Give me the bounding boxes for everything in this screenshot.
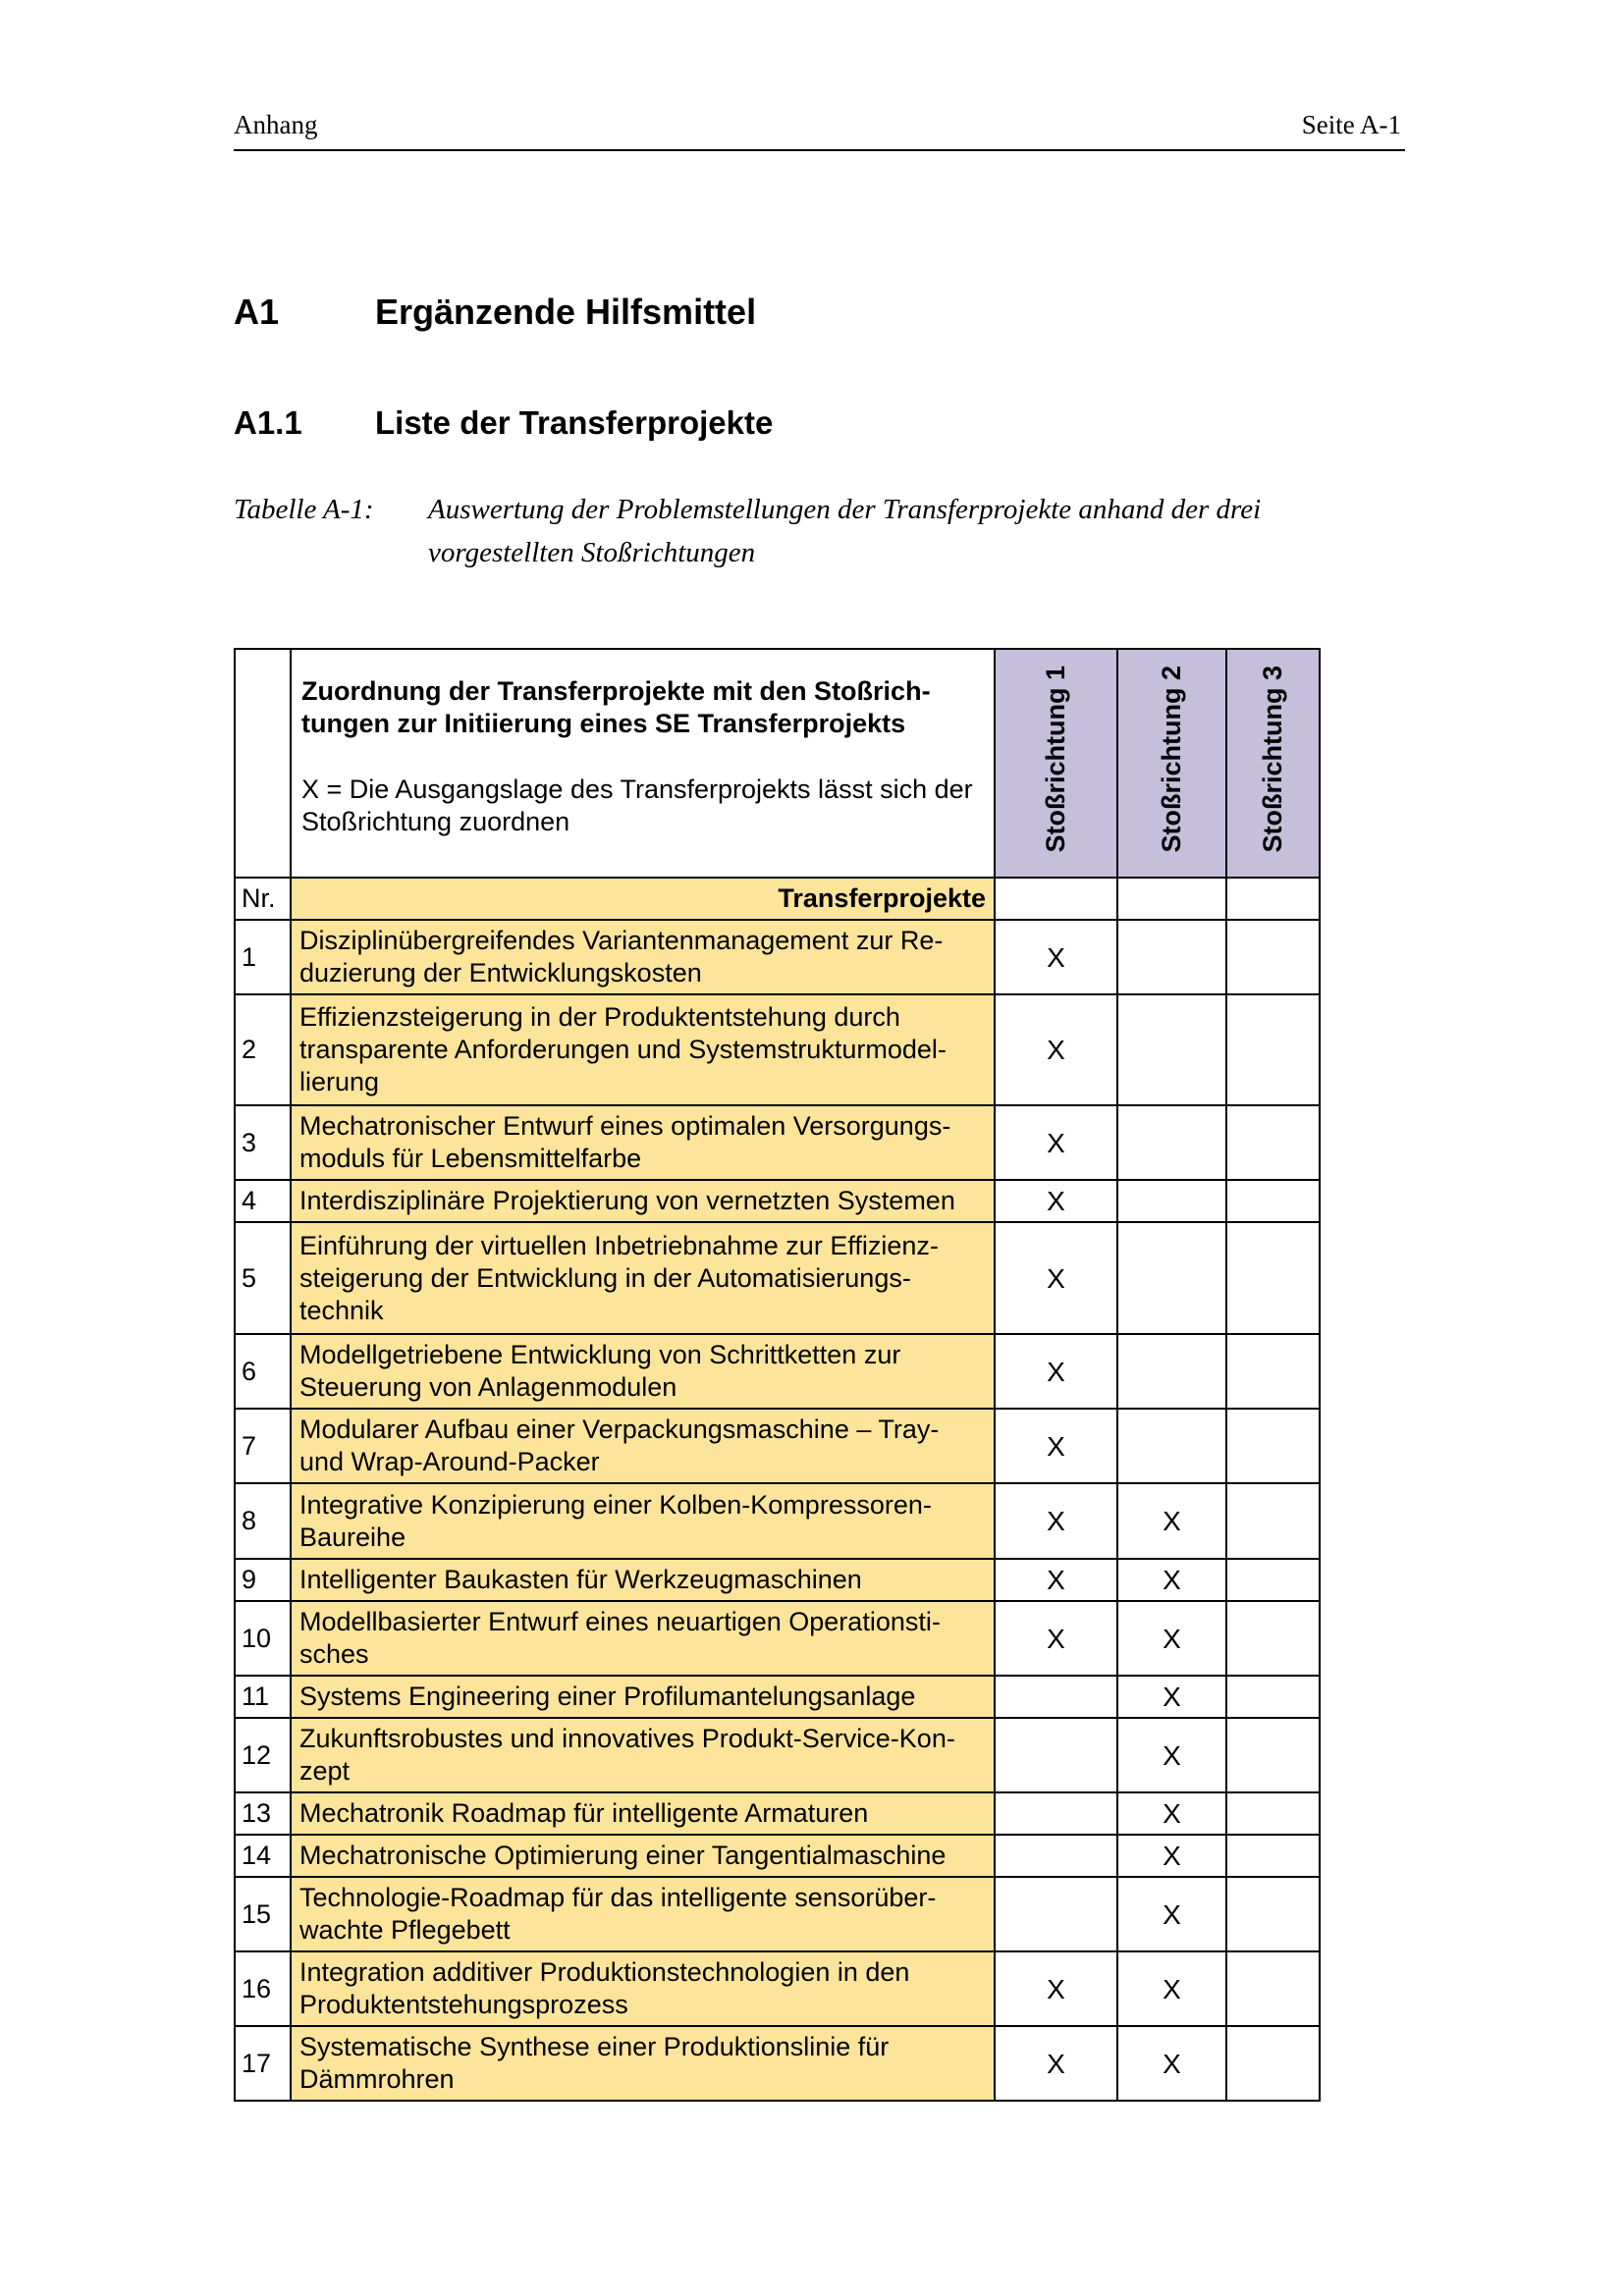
header-page-number: Seite A-1 [1301, 110, 1401, 139]
project-number: 8 [235, 1483, 291, 1559]
nr-column-header: Nr. [235, 878, 291, 920]
direction-3-mark [1226, 1718, 1320, 1792]
direction-3-mark [1226, 920, 1320, 994]
direction-2-header [1117, 649, 1226, 878]
project-number: 5 [235, 1222, 291, 1334]
direction-3-mark [1226, 1676, 1320, 1718]
projects-column-header: Transferprojekte [291, 878, 995, 920]
table-row [235, 920, 1320, 994]
table-row [235, 2026, 1320, 2101]
header-description-cell [291, 649, 995, 878]
direction-2-mark [1117, 1105, 1226, 1180]
table-row [235, 1559, 1320, 1601]
direction-2-mark: X [1117, 1792, 1226, 1835]
project-number: 11 [235, 1676, 291, 1718]
direction-3-mark [1226, 1601, 1320, 1676]
table-row [235, 994, 1320, 1105]
subsection-heading [234, 404, 1216, 448]
project-number: 10 [235, 1601, 291, 1676]
direction-1-mark: X [995, 920, 1117, 994]
direction-3-mark [1226, 1409, 1320, 1483]
section-number: A1 [234, 292, 280, 332]
project-number: 12 [235, 1718, 291, 1792]
section-title: Ergänzende Hilfsmittel [375, 292, 757, 332]
caption-label: Tabelle A-1: [234, 494, 374, 525]
direction-1-mark: X [995, 1105, 1117, 1180]
direction-1-mark: X [995, 1483, 1117, 1559]
direction-2-mark [1117, 1180, 1226, 1222]
direction-2-mark: X [1117, 1676, 1226, 1718]
project-number: 1 [235, 920, 291, 994]
direction-1-header [995, 649, 1117, 878]
table-row [235, 1877, 1320, 1951]
direction-3-label: Stoßrichtung 3 [1258, 666, 1287, 853]
direction-3-mark [1226, 1334, 1320, 1409]
direction-2-label: Stoßrichtung 2 [1157, 666, 1186, 853]
empty-cell [1226, 878, 1320, 920]
project-number: 2 [235, 994, 291, 1105]
project-title: Disziplinübergreifendes Variantenmanagement zur Reduzierung der Entwicklungskosten [291, 920, 995, 994]
table-row [235, 1409, 1320, 1483]
direction-1-mark: X [995, 1601, 1117, 1676]
direction-1-mark: X [995, 1559, 1117, 1601]
direction-2-mark: X [1117, 1951, 1226, 2026]
empty-cell [1117, 878, 1226, 920]
direction-1-mark [995, 1835, 1117, 1877]
empty-cell [995, 878, 1117, 920]
project-title: Integration additiver Produktionstechnologien in den Produktentstehungsprozess [291, 1951, 995, 2026]
table-row [235, 1835, 1320, 1877]
table-header-row [235, 649, 1320, 878]
table-row [235, 1792, 1320, 1835]
direction-3-mark [1226, 1559, 1320, 1601]
direction-2-mark: X [1117, 1601, 1226, 1676]
direction-1-mark: X [995, 1334, 1117, 1409]
table-row [235, 1951, 1320, 2026]
project-number: 7 [235, 1409, 291, 1483]
project-number: 4 [235, 1180, 291, 1222]
direction-2-mark: X [1117, 1718, 1226, 1792]
project-number: 15 [235, 1877, 291, 1951]
header-note: X = Die Ausgangslage des Transferprojekts lässt sich der Stoßrichtung zuordnen [301, 774, 973, 836]
project-number: 13 [235, 1792, 291, 1835]
table-row [235, 1222, 1320, 1334]
project-number: 14 [235, 1835, 291, 1877]
project-number: 3 [235, 1105, 291, 1180]
direction-1-mark: X [995, 1180, 1117, 1222]
project-title: Modularer Aufbau einer Verpackungsmaschine – Tray- und Wrap-Around-Packer [291, 1409, 995, 1483]
direction-1-mark: X [995, 1951, 1117, 2026]
direction-1-mark [995, 1792, 1117, 1835]
direction-3-mark [1226, 1792, 1320, 1835]
direction-1-mark: X [995, 1222, 1117, 1334]
direction-2-mark: X [1117, 1877, 1226, 1951]
direction-2-mark [1117, 1409, 1226, 1483]
direction-2-mark: X [1117, 1483, 1226, 1559]
direction-1-mark: X [995, 1409, 1117, 1483]
project-title: Mechatronik Roadmap für intelligente Armaturen [291, 1792, 995, 1835]
direction-1-mark [995, 1718, 1117, 1792]
header-chapter: Anhang [234, 110, 318, 139]
project-number: 17 [235, 2026, 291, 2101]
project-title: Einführung der virtuellen Inbetriebnahme zur Effizienzsteigerung der Entwicklung in der Automatisierungstechnik [291, 1222, 995, 1334]
table-row [235, 1483, 1320, 1559]
direction-2-mark: X [1117, 1835, 1226, 1877]
table-row [235, 1334, 1320, 1409]
project-number: 6 [235, 1334, 291, 1409]
direction-2-mark [1117, 920, 1226, 994]
subsection-title: Liste der Transferprojekte [375, 404, 774, 441]
table-row [235, 1601, 1320, 1676]
direction-2-mark: X [1117, 2026, 1226, 2101]
project-title: Technologie-Roadmap für das intelligente sensorüberwachte Pflegebett [291, 1877, 995, 1951]
table-row [235, 1718, 1320, 1792]
project-title: Mechatronische Optimierung einer Tangentialmaschine [291, 1835, 995, 1877]
project-title: Systems Engineering einer Profilumantelungsanlage [291, 1676, 995, 1718]
direction-1-label: Stoßrichtung 1 [1041, 666, 1070, 853]
direction-1-mark: X [995, 994, 1117, 1105]
direction-2-mark [1117, 994, 1226, 1105]
direction-3-mark [1226, 1180, 1320, 1222]
direction-3-mark [1226, 1877, 1320, 1951]
direction-1-mark: X [995, 2026, 1117, 2101]
direction-2-mark: X [1117, 1559, 1226, 1601]
project-title: Zukunftsrobustes und innovatives Produkt-Service-Konzept [291, 1718, 995, 1792]
project-number: 9 [235, 1559, 291, 1601]
direction-2-mark [1117, 1334, 1226, 1409]
direction-3-mark [1226, 1951, 1320, 2026]
header-empty-cell [235, 649, 291, 878]
project-title: Intelligenter Baukasten für Werkzeugmaschinen [291, 1559, 995, 1601]
table-row [235, 1105, 1320, 1180]
direction-3-mark [1226, 1483, 1320, 1559]
direction-1-mark [995, 1877, 1117, 1951]
project-title: Systematische Synthese einer Produktionslinie für Dämmrohren [291, 2026, 995, 2101]
header-title: Zuordnung der Transferprojekte mit den Stoßrichtungen zur Initiierung eines SE Transferprojekts [301, 676, 931, 738]
project-title: Mechatronischer Entwurf eines optimalen Versorgungsmoduls für Lebensmittelfarbe [291, 1105, 995, 1180]
column-label-row [235, 878, 1320, 920]
direction-3-mark [1226, 2026, 1320, 2101]
direction-3-header [1226, 649, 1320, 878]
project-title: Effizienzsteigerung in der Produktentstehung durch transparente Anforderungen und Systemstrukturmodellierung [291, 994, 995, 1105]
project-title: Modellbasierter Entwurf eines neuartigen Operationstisches [291, 1601, 995, 1676]
direction-3-mark [1226, 1222, 1320, 1334]
project-title: Interdisziplinäre Projektierung von vernetzten Systemen [291, 1180, 995, 1222]
direction-3-mark [1226, 994, 1320, 1105]
direction-3-mark [1226, 1105, 1320, 1180]
table-row [235, 1676, 1320, 1718]
transfer-projects-table [234, 648, 1321, 2102]
direction-2-mark [1117, 1222, 1226, 1334]
section-heading [234, 292, 1216, 335]
project-title: Integrative Konzipierung einer Kolben-Kompressoren-Baureihe [291, 1483, 995, 1559]
direction-1-mark [995, 1676, 1117, 1718]
table-row [235, 1180, 1320, 1222]
caption-text: Auswertung der Problemstellungen der Transferprojekte anhand der drei vorgestellten Stoßrichtungen [428, 494, 1262, 568]
project-title: Modellgetriebene Entwicklung von Schrittketten zur Steuerung von Anlagenmodulen [291, 1334, 995, 1409]
direction-3-mark [1226, 1835, 1320, 1877]
project-number: 16 [235, 1951, 291, 2026]
subsection-number: A1.1 [234, 404, 302, 441]
page-header [234, 106, 1405, 151]
